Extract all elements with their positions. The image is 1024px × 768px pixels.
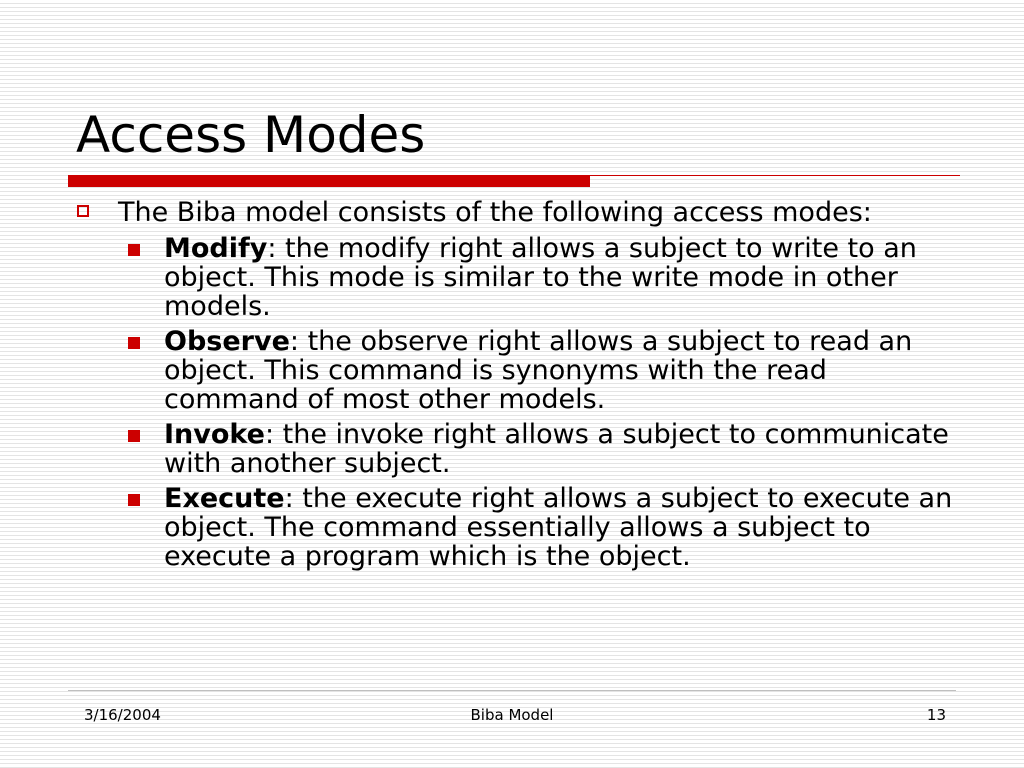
footer-date: 3/16/2004 xyxy=(84,706,161,724)
bullet-execute xyxy=(118,484,956,571)
bullet-level1 xyxy=(76,198,956,227)
filled-square-icon xyxy=(128,494,140,506)
page-number: 13 xyxy=(926,706,946,724)
hollow-square-icon xyxy=(77,205,89,217)
term-invoke: Invoke xyxy=(164,419,265,450)
filled-square-icon xyxy=(128,244,140,256)
term-observe: Observe xyxy=(164,326,290,357)
footer-divider xyxy=(68,690,956,691)
filled-square-icon xyxy=(128,337,140,349)
intro-text: The Biba model consists of the following access modes: xyxy=(118,197,872,228)
term-modify: Modify xyxy=(164,233,268,264)
desc-execute: : the execute right allows a subject to execute an object. The command essentially allows a subject to execute a program which is the object. xyxy=(164,483,953,572)
slide-title: Access Modes xyxy=(76,106,426,164)
bullet-modify xyxy=(118,234,956,321)
bullet-invoke xyxy=(118,420,956,478)
title-underline-thick xyxy=(68,176,590,187)
slide-content xyxy=(76,198,956,577)
term-execute: Execute xyxy=(164,483,285,514)
bullet-observe xyxy=(118,327,956,414)
footer-title: Biba Model xyxy=(470,706,554,724)
filled-square-icon xyxy=(128,430,140,442)
desc-modify: : the modify right allows a subject to write to an object. This mode is similar to the write mode in other models. xyxy=(164,233,917,322)
desc-observe: : the observe right allows a subject to read an object. This command is synonyms with the read command of most other models. xyxy=(164,326,913,415)
desc-invoke: : the invoke right allows a subject to communicate with another subject. xyxy=(164,419,949,479)
